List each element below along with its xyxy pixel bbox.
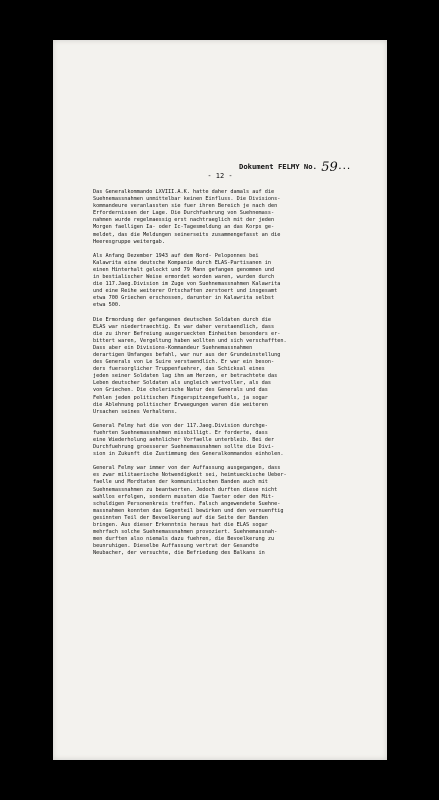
document-body	[93, 189, 375, 565]
document-page	[53, 40, 387, 760]
paragraph: Das Generalkommando LXVIII.A.K. hatte daher damals auf die Suehnemassnahmen unmittelbar keinen Einfluss. Die Divisions- kommandeure veranlassten sie fuer ihren Bereich je nach den Erfordernissen der Lage. Die Durchfuehrung von Suehnemass- nahmen wurde regelmaessig erst nachtraeglich mit der jeden Morgen faelligen Ia- oder Ic-Tagesmeldung an das Korps ge- meldet, das die Meldungen seinerseits zusammengefasst an die Heeresgruppe weitergab.	[93, 189, 281, 245]
document-reference-label: Dokument FELMY No.	[239, 162, 317, 171]
document-reference-suffix: ...	[337, 162, 351, 171]
document-reference-number: 59	[321, 160, 338, 175]
paragraph: General Felmy war immer von der Auffassung ausgegangen, dass es zwar militaerische Notwendigkeit sei, heimtueckische Ueber- faelle und Mordtaten der kommunistischen Banden auch mit Suehnemassnahmen zu beantworten. Jedoch durften diese nicht wahllos erfolgen, sondern mussten die Taeter oder den Mit- schuldigen Personenkreis treffen. Falsch angewendete Suehne- massnahmen konnten das Gegenteil bewirken und den vernuenftig gesinnten Teil der Bevoelkerung auf die Seite der Banden bringen. Aus dieser Erkenntnis heraus hat die ELAS sogar mehrfach solche Suehnemassnahmen provoziert. Suehnemassnah- men durften also niemals dazu fuehren, die Bevoelkerung zu beunruhigen. Dieselbe Auffassung vertrat der Gesandte Neubacher, der versuchte, die Befriedung des Balkans in	[93, 465, 287, 557]
paragraph: Als Anfang Dezember 1943 auf dem Nord- Peloponnes bei Kalawrita eine deutsche Kompanie durch ELAS-Partisanen in einen Hinterhalt gelockt und 79 Mann gefangen genommen und in bestialischer Weise ermordet worden waren, wurden durch die 117.Jaeg.Division im Zuge von Suehnemassnahmen Kalawrita und eine Reihe weiterer Ortschaften zerstoert und insgesamt etwa 700 Griechen erschossen, darunter in Kalawrita selbst etwa 500.	[93, 252, 281, 309]
document-reference	[239, 158, 351, 173]
paragraph: General Felmy hat die von der 117.Jaeg.Division durchge- fuehrten Suehnemassnahmen missbilligt. Er forderte, dass eine Wiederholung aehnlicher Vorfaelle unterbleib. Bei der Durchfuehrung groesserer Suehnemassnahmen sollte die Divi- sion in Zukunft die Zustimmung des Generalkommandos einholen.	[93, 422, 284, 458]
page-number: - 12 -	[207, 172, 233, 180]
paragraph: Die Ermordung der gefangenen deutschen Soldaten durch die ELAS war niedertraechtig. Es war daher verstaendlich, dass die zu ihrer Befreiung ausgerueckten Einheiten besonders er- bittert waren, Vergeltung haben wollten und sich verschafften. Dass aber ein Divisions-Kommandeur Suehnemassnahmen derartigen Umfanges befahl, war nur aus der Grundeinstellung des Generals von Le Suire verstaendlich. Er war ein beson- ders fuersorglicher Truppenfuehrer, das Schicksal eines jeden seiner Soldaten lag ihm am Herzen, er betrachtete das Leben deutscher Soldaten als ungleich wertvoller, als das von Griechen. Die cholerische Natur des Generals und das Fehlen jeden politischen Fingerspitzengefuehls, ja sogar die Ablehnung politischer Erwaegungen waren die weiteren Ursachen seines Verhaltens.	[93, 316, 287, 415]
